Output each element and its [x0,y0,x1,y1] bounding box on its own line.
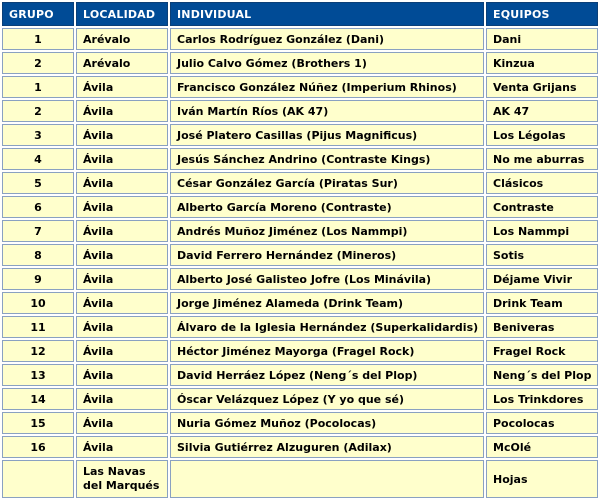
table-row [2,460,598,498]
cell-grupo: 10 [2,292,74,314]
cell-grupo: 7 [2,220,74,242]
cell-equipos: Pocolocas [486,412,598,434]
table-row [2,172,598,194]
cell-individual: Nuria Gómez Muñoz (Pocolocas) [170,412,484,434]
cell-localidad: Ávila [76,76,168,98]
cell-equipos: Clásicos [486,172,598,194]
cell-localidad: Ávila [76,100,168,122]
cell-localidad: Ávila [76,292,168,314]
cell-grupo: 4 [2,148,74,170]
cell-localidad: Ávila [76,412,168,434]
cell-equipos: Sotis [486,244,598,266]
table-row [2,220,598,242]
cell-equipos: Kinzua [486,52,598,74]
table-row [2,28,598,50]
cell-grupo: 2 [2,100,74,122]
table-row [2,364,598,386]
cell-individual: David Ferrero Hernández (Mineros) [170,244,484,266]
cell-equipos: No me aburras [486,148,598,170]
cell-localidad: Ávila [76,148,168,170]
cell-equipos: Venta Grijans [486,76,598,98]
cell-localidad: Las Navas del Marqués [76,460,168,498]
cell-localidad: Ávila [76,316,168,338]
cell-equipos: Los Nammpi [486,220,598,242]
cell-grupo: 11 [2,316,74,338]
table-row [2,436,598,458]
cell-equipos: Dani [486,28,598,50]
cell-individual: Alberto José Galisteo Jofre (Los Minávila) [170,268,484,290]
cell-grupo: 6 [2,196,74,218]
header-grupo: GRUPO [2,2,74,26]
cell-localidad: Ávila [76,220,168,242]
cell-equipos: McOlé [486,436,598,458]
cell-grupo: 1 [2,76,74,98]
cell-localidad: Arévalo [76,52,168,74]
table-row [2,340,598,362]
cell-localidad: Ávila [76,340,168,362]
table-body [2,28,598,498]
cell-equipos: Los Légolas [486,124,598,146]
table-row [2,100,598,122]
table-row [2,316,598,338]
cell-individual [170,460,484,498]
cell-equipos: Drink Team [486,292,598,314]
table-row [2,196,598,218]
cell-equipos: Los Trinkdores [486,388,598,410]
cell-grupo: 2 [2,52,74,74]
cell-grupo: 8 [2,244,74,266]
table-row [2,268,598,290]
table-row [2,148,598,170]
cell-grupo: 9 [2,268,74,290]
header-localidad: LOCALIDAD [76,2,168,26]
cell-grupo: 16 [2,436,74,458]
cell-equipos: Beniveras [486,316,598,338]
table-header [2,2,598,26]
cell-individual: Francisco González Núñez (Imperium Rhinos) [170,76,484,98]
cell-localidad: Ávila [76,436,168,458]
cell-localidad: Arévalo [76,28,168,50]
cell-equipos: Déjame Vivir [486,268,598,290]
header-equipos: EQUIPOS [486,2,598,26]
table-row [2,244,598,266]
cell-localidad: Ávila [76,172,168,194]
cell-individual: Jorge Jiménez Alameda (Drink Team) [170,292,484,314]
cell-localidad: Ávila [76,364,168,386]
cell-grupo: 5 [2,172,74,194]
cell-individual: José Platero Casillas (Pijus Magnificus) [170,124,484,146]
cell-individual: Héctor Jiménez Mayorga (Fragel Rock) [170,340,484,362]
table-row [2,76,598,98]
table-row [2,124,598,146]
cell-individual: Jesús Sánchez Andrino (Contraste Kings) [170,148,484,170]
cell-localidad: Ávila [76,124,168,146]
table-row [2,412,598,434]
cell-grupo: 12 [2,340,74,362]
cell-grupo: 13 [2,364,74,386]
cell-equipos: AK 47 [486,100,598,122]
cell-localidad: Ávila [76,244,168,266]
cell-individual: David Herráez López (Neng´s del Plop) [170,364,484,386]
cell-individual: Andrés Muñoz Jiménez (Los Nammpi) [170,220,484,242]
cell-localidad: Ávila [76,268,168,290]
cell-equipos: Neng´s del Plop [486,364,598,386]
cell-grupo: 15 [2,412,74,434]
cell-equipos: Fragel Rock [486,340,598,362]
cell-individual: Álvaro de la Iglesia Hernández (Superkalidardis) [170,316,484,338]
table-row [2,52,598,74]
cell-grupo: 1 [2,28,74,50]
cell-localidad: Ávila [76,388,168,410]
cell-grupo: 3 [2,124,74,146]
cell-equipos: Contraste [486,196,598,218]
cell-equipos: Hojas [486,460,598,498]
cell-grupo: 14 [2,388,74,410]
cell-individual: Silvia Gutiérrez Alzuguren (Adilax) [170,436,484,458]
header-row [2,2,598,26]
table-row [2,292,598,314]
cell-individual: Julio Calvo Gómez (Brothers 1) [170,52,484,74]
table-row [2,388,598,410]
cell-individual: Iván Martín Ríos (AK 47) [170,100,484,122]
header-individual: INDIVIDUAL [170,2,484,26]
cell-individual: Carlos Rodríguez González (Dani) [170,28,484,50]
cell-grupo [2,460,74,498]
cell-individual: César González García (Piratas Sur) [170,172,484,194]
cell-individual: Alberto García Moreno (Contraste) [170,196,484,218]
cell-localidad: Ávila [76,196,168,218]
cell-individual: Óscar Velázquez López (Y yo que sé) [170,388,484,410]
